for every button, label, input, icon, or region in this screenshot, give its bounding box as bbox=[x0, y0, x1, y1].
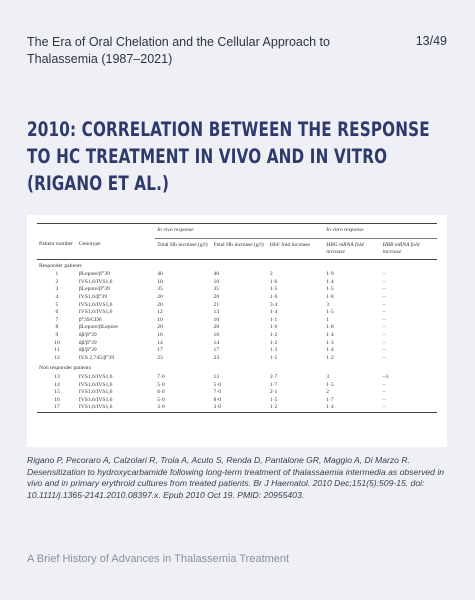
cell-hbg-mrna: 1·8 bbox=[326, 293, 334, 300]
cell-genotype: IVS1,6/IVS1,6 bbox=[78, 309, 113, 316]
cell-patient-number: 16 bbox=[54, 396, 60, 403]
cell-genotype: IVS1,6/IVS1,6 bbox=[78, 389, 113, 396]
cell-patient-number: 1 bbox=[55, 271, 59, 278]
cell-patient-number: 10 bbox=[54, 339, 60, 346]
cell-genotype: IVS1,6/β°39 bbox=[78, 293, 108, 300]
cell-hbb-mrna: – bbox=[382, 271, 386, 278]
cell-hbf-fold: 1·4 bbox=[269, 309, 278, 316]
cell-genotype: βLepore/βLepore bbox=[78, 324, 118, 331]
cell-patient-number: 3 bbox=[55, 286, 59, 293]
cell-hbb-mrna: – bbox=[382, 354, 386, 361]
cell-hbf-fold: 1·6 bbox=[269, 324, 278, 331]
cell-hbg-mrna: 1·4 bbox=[326, 331, 334, 338]
cell-hbf-fold: 1·1 bbox=[269, 316, 278, 323]
responder-rows bbox=[37, 259, 437, 362]
cell-hbf-fold: 1·5 bbox=[269, 396, 278, 403]
cell-hbb-mrna: ~3 bbox=[382, 373, 389, 380]
cell-genotype: βLepore/β°39 bbox=[78, 286, 110, 293]
cell-total-hb: 12 bbox=[157, 309, 163, 316]
cell-genotype: δβ/β°39 bbox=[78, 331, 97, 338]
cell-patient-number: 13 bbox=[54, 373, 60, 380]
cell-hbb-mrna: – bbox=[382, 389, 386, 396]
col-patient-number: Patient number bbox=[39, 241, 74, 248]
cell-hbg-mrna: 1·4 bbox=[326, 278, 334, 285]
cell-hbb-mrna: – bbox=[382, 339, 386, 346]
cell-fetal-hb: 23 bbox=[213, 354, 220, 361]
cell-total-hb: 6·0 bbox=[157, 389, 165, 396]
page-number: 13/49 bbox=[415, 34, 447, 48]
table-row bbox=[37, 340, 437, 348]
cell-total-hb: 10 bbox=[157, 278, 163, 285]
cell-fetal-hb: 7·0 bbox=[213, 389, 221, 396]
cell-genotype: IVS 2,745/β°39 bbox=[78, 354, 115, 361]
cell-hbb-mrna: – bbox=[382, 316, 386, 323]
cell-hbg-mrna: 1·8 bbox=[326, 324, 334, 331]
cell-patient-number: 17 bbox=[54, 404, 60, 411]
cell-hbb-mrna: – bbox=[382, 278, 386, 285]
table-row bbox=[37, 397, 437, 405]
cell-total-hb: 23 bbox=[157, 354, 163, 361]
cell-fetal-hb: 10 bbox=[213, 278, 220, 285]
cell-fetal-hb: 16 bbox=[213, 331, 220, 338]
cell-genotype: IVS1,6/IVS1,6 bbox=[78, 278, 113, 285]
cell-hbf-fold: 1·5 bbox=[269, 354, 278, 361]
table-row bbox=[37, 309, 437, 317]
table-row bbox=[37, 382, 437, 390]
cell-hbg-mrna: 1·5 bbox=[326, 381, 334, 388]
cell-fetal-hb: 8·0 bbox=[213, 396, 221, 403]
cell-hbb-mrna: – bbox=[382, 301, 386, 308]
cell-total-hb: 10 bbox=[157, 316, 163, 323]
cell-hbf-fold: 1·5 bbox=[269, 286, 278, 293]
cell-hbb-mrna: – bbox=[382, 324, 386, 331]
cell-hbg-mrna: 1·4 bbox=[326, 347, 334, 354]
cell-hbb-mrna: – bbox=[382, 309, 386, 316]
cell-fetal-hb: 13 bbox=[213, 309, 220, 316]
cell-hbf-fold: 1·2 bbox=[269, 404, 278, 411]
col-hbb-mrna: HBB mRNA fold increase bbox=[382, 241, 420, 255]
cell-hbb-mrna: – bbox=[382, 347, 386, 354]
cell-patient-number: 4 bbox=[55, 293, 59, 300]
cell-total-hb: 20 bbox=[157, 293, 163, 300]
cell-total-hb: 40 bbox=[157, 271, 163, 278]
cell-hbf-fold: 2·1 bbox=[269, 389, 278, 396]
cell-hbg-mrna: 1 bbox=[326, 316, 330, 323]
cell-patient-number: 8 bbox=[55, 324, 59, 331]
cell-genotype: IVS1,6/IVS1,6 bbox=[78, 381, 113, 388]
cell-fetal-hb: 20 bbox=[213, 293, 220, 300]
cell-hbb-mrna: – bbox=[382, 381, 386, 388]
cell-hbf-fold: 1·7 bbox=[269, 381, 278, 388]
cell-hbg-mrna: 1·3 bbox=[326, 339, 334, 346]
cell-patient-number: 2 bbox=[55, 278, 59, 285]
cell-total-hb: 35 bbox=[157, 286, 163, 293]
cell-patient-number: 12 bbox=[54, 354, 60, 361]
cell-genotype: IVS1,6/IVS1,6 bbox=[78, 301, 113, 308]
cell-hbf-fold: 1·3 bbox=[269, 347, 278, 354]
table-row bbox=[37, 294, 437, 302]
cell-patient-number: 6 bbox=[55, 309, 59, 316]
results-table-image bbox=[27, 215, 447, 447]
cell-hbf-fold: 2 bbox=[269, 271, 273, 278]
cell-hbg-mrna: 1·7 bbox=[326, 396, 334, 403]
table-column-header bbox=[37, 238, 437, 259]
table-row bbox=[37, 374, 437, 382]
citation-caption: Rigano P, Pecoraro A, Calzolari R, Troia A, Acuto S, Renda D, Pantalone GR, Maggio A, Di Marzo R. Desensitization to hydroxycarbamide following long-term treatment of thalassaemia intermedia as observed in vivo and in primary erythroid cultures from treated patients. Br J Haematol. 2010 Dec;151(5):509-15. doi: 10.1111/j.1365-2141.2010.08397.x. Epub 2010 Oct 19. PMID: 20955403. bbox=[27, 455, 445, 500]
cell-patient-number: 11 bbox=[54, 347, 60, 354]
table-row bbox=[37, 317, 437, 325]
table-row bbox=[37, 332, 437, 340]
table-row bbox=[37, 302, 437, 310]
cell-genotype: IVS1,6/IVS1,6 bbox=[78, 404, 113, 411]
cell-total-hb: 14 bbox=[157, 339, 163, 346]
responder-section-label: Responder patients bbox=[39, 262, 82, 269]
col-hbg-mrna: HBG mRNA fold increase bbox=[326, 241, 364, 255]
table-group-header bbox=[37, 224, 437, 239]
cell-hbg-mrna: 3 bbox=[326, 301, 330, 308]
col-fetal-hb: Fetal Hb increase (g/l) bbox=[213, 241, 264, 248]
cell-fetal-hb: 20 bbox=[213, 324, 220, 331]
cell-total-hb: 17 bbox=[157, 347, 163, 354]
col-genotype: Genotype bbox=[78, 241, 101, 248]
table-row bbox=[37, 347, 437, 355]
deck-title: The Era of Oral Chelation and the Cellular Approach to Thalassemia (1987–2021) bbox=[27, 35, 330, 66]
table-row bbox=[37, 286, 437, 294]
results-table bbox=[37, 223, 437, 413]
cell-hbb-mrna: – bbox=[382, 404, 386, 411]
cell-patient-number: 7 bbox=[55, 316, 59, 323]
table-row bbox=[37, 389, 437, 397]
cell-fetal-hb: 3·0 bbox=[213, 404, 221, 411]
cell-fetal-hb: 10 bbox=[213, 316, 220, 323]
cell-hbf-fold: 1·6 bbox=[269, 278, 278, 285]
cell-patient-number: 5 bbox=[55, 301, 59, 308]
cell-fetal-hb: 21 bbox=[213, 301, 220, 308]
non-responder-section-label: Non responder patients bbox=[39, 365, 91, 372]
cell-patient-number: 14 bbox=[54, 381, 60, 388]
cell-patient-number: 15 bbox=[54, 389, 60, 396]
slide-header bbox=[27, 34, 447, 68]
cell-genotype: βLepore/β°39 bbox=[78, 271, 110, 278]
cell-hbg-mrna: 3 bbox=[326, 373, 330, 380]
cell-hbf-fold: 1·6 bbox=[269, 293, 278, 300]
cell-hbb-mrna: – bbox=[382, 286, 386, 293]
slide-title: 2010: CORRELATION BETWEEN THE RESPONSE TO HC TREATMENT IN VIVO AND IN VITRO (RIGANO ET AL.) bbox=[27, 118, 430, 195]
group-in-vitro: In vitro response bbox=[324, 224, 437, 239]
cell-hbf-fold: 1·2 bbox=[269, 331, 278, 338]
cell-fetal-hb: 17 bbox=[213, 347, 220, 354]
cell-total-hb: 3·0 bbox=[157, 404, 165, 411]
cell-hbg-mrna: 1·4 bbox=[326, 404, 334, 411]
table-row bbox=[37, 324, 437, 332]
cell-hbb-mrna: – bbox=[382, 293, 386, 300]
cell-genotype: δβ/β°39 bbox=[78, 347, 97, 354]
cell-hbb-mrna: – bbox=[382, 396, 386, 403]
cell-hbf-fold: 3·4 bbox=[269, 301, 278, 308]
cell-patient-number: 9 bbox=[55, 331, 59, 338]
cell-total-hb: 7·0 bbox=[157, 373, 165, 380]
group-in-vivo: In vivo response bbox=[155, 224, 324, 239]
cell-genotype: IVS1,6/IVS1,6 bbox=[78, 396, 113, 403]
cell-hbg-mrna: 1·5 bbox=[326, 309, 334, 316]
col-total-hb: Total Hb increase (g/l) bbox=[157, 241, 208, 248]
table-row bbox=[37, 355, 437, 363]
cell-total-hb: 5·0 bbox=[157, 381, 165, 388]
cell-fetal-hb: 5·0 bbox=[213, 381, 221, 388]
non-responder-rows bbox=[37, 362, 437, 412]
cell-genotype: β°39/CD6 bbox=[78, 316, 102, 323]
cell-genotype: IVS1,6/IVS1,6 bbox=[78, 373, 113, 380]
cell-total-hb: 5·0 bbox=[157, 396, 165, 403]
cell-hbf-fold: 1·2 bbox=[269, 339, 278, 346]
cell-fetal-hb: 13 bbox=[213, 373, 220, 380]
table-row bbox=[37, 271, 437, 279]
cell-total-hb: 20 bbox=[157, 324, 163, 331]
footer-text: A Brief History of Advances in Thalassemia Treatment bbox=[27, 553, 290, 565]
cell-hbg-mrna: 1·2 bbox=[326, 354, 334, 361]
cell-hbg-mrna: 1·5 bbox=[326, 286, 334, 293]
cell-fetal-hb: 35 bbox=[213, 286, 220, 293]
cell-fetal-hb: 14 bbox=[213, 339, 220, 346]
table-row bbox=[37, 404, 437, 412]
col-hbf-fold: HbF fold increase bbox=[269, 241, 310, 248]
cell-genotype: δβ/β°39 bbox=[78, 339, 97, 346]
cell-fetal-hb: 40 bbox=[213, 271, 220, 278]
cell-total-hb: 20 bbox=[157, 301, 163, 308]
cell-hbb-mrna: – bbox=[382, 331, 386, 338]
cell-hbg-mrna: 1·9 bbox=[326, 271, 334, 278]
cell-hbf-fold: 2·7 bbox=[269, 373, 278, 380]
cell-total-hb: 16 bbox=[157, 331, 163, 338]
cell-hbg-mrna: 2 bbox=[326, 389, 330, 396]
